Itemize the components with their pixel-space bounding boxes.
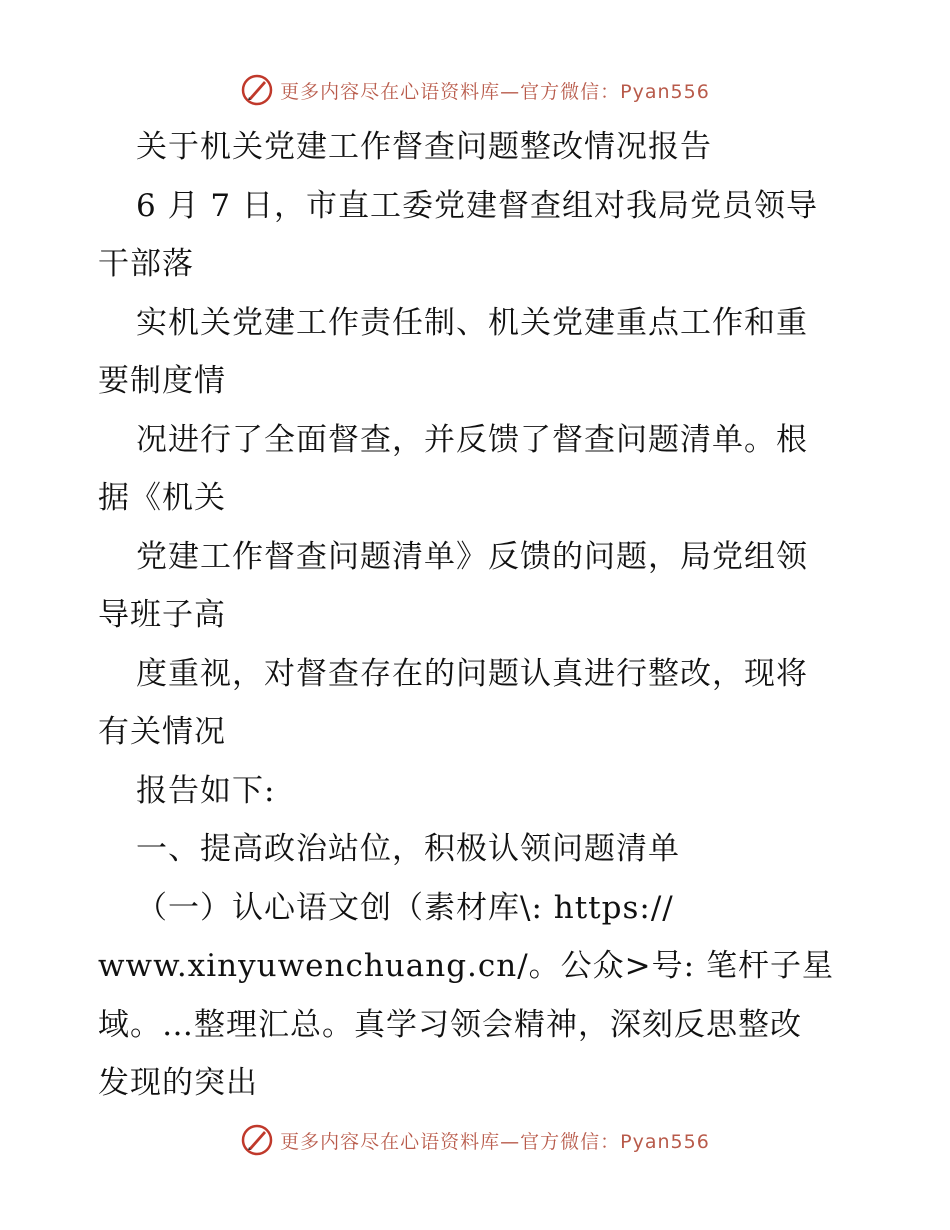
doc-line: 要制度情 bbox=[98, 363, 226, 399]
doc-line: 6 月 7 日，市直工委党建督查组对我局党员领导 bbox=[136, 187, 819, 224]
section-heading: 一、提高政治站位，积极认领问题清单 bbox=[136, 831, 680, 867]
header-watermark bbox=[0, 70, 950, 110]
watermark-text: 更多内容尽在心语资料库—官方微信：Pyan556 bbox=[280, 1130, 710, 1153]
doc-line: www.xinyuwenchuang.cn/。公众>号: 笔杆子星 bbox=[98, 948, 834, 984]
doc-line: （一）认心语文创（素材库\: https:// bbox=[136, 889, 674, 926]
doc-line: 干部落 bbox=[98, 246, 194, 282]
watermark-text: 更多内容尽在心语资料库—官方微信：Pyan556 bbox=[280, 80, 710, 103]
doc-line: 据《机关 bbox=[98, 480, 226, 516]
doc-line: 导班子高 bbox=[98, 597, 226, 633]
document-body bbox=[98, 118, 858, 1113]
doc-line: 况进行了全面督查，并反馈了督查问题清单。根 bbox=[136, 421, 808, 458]
doc-line: 报告如下: bbox=[136, 772, 276, 809]
doc-line: 党建工作督查问题清单》反馈的问题，局党组领 bbox=[136, 538, 808, 575]
doc-line: 域。…整理汇总。真学习领会精神，深刻反思整改 bbox=[98, 1006, 802, 1043]
footer-watermark bbox=[0, 1120, 950, 1160]
doc-line: 度重视，对督查存在的问题认真进行整改，现将 bbox=[136, 655, 808, 692]
quill-logo-icon bbox=[240, 73, 274, 107]
quill-logo-icon bbox=[240, 1123, 274, 1157]
doc-title: 关于机关党建工作督查问题整改情况报告 bbox=[136, 129, 712, 165]
doc-line: 实机关党建工作责任制、机关党建重点工作和重 bbox=[136, 304, 808, 341]
doc-line: 发现的突出 bbox=[98, 1065, 258, 1101]
doc-line: 有关情况 bbox=[98, 714, 226, 750]
